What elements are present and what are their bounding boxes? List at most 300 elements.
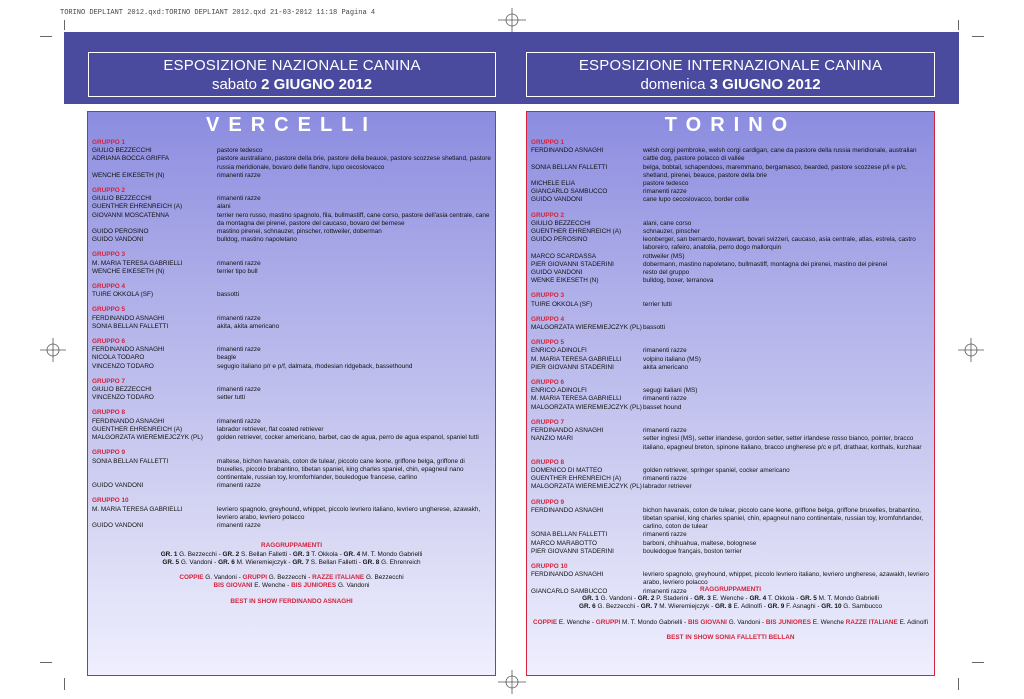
group-title: GRUPPO 9 [92, 449, 126, 457]
breed-list: levriero spagnolo, greyhound, whippet, piccolo levriero italiano, levriero ungherese, azawakh, levriero arabo, levriero polacco [643, 571, 929, 587]
judge-group [531, 139, 930, 205]
judge-row [92, 236, 491, 244]
breed-list: terrier nero russo, mastino spagnolo, fila, bullmastiff, cane corso, pastore dell'asia centrale, cane da montagna dei pirenei, pastore del caucaso, bovaro del bernese [217, 211, 490, 227]
breed-list: segugio italiano p/r e p/f, dalmata, rhodesian ridgeback, bassethound [217, 362, 413, 370]
group-code: GR. 4 [343, 550, 361, 558]
judge-name: WENCHE EIKESETH (N) [92, 171, 165, 179]
award-judge: G. Vandoni - [726, 618, 766, 626]
breed-list: alani [217, 203, 231, 211]
judge-name: SONIA BELLAN FALLETTI [92, 322, 169, 330]
judge-group [531, 459, 930, 492]
breed-list: labrador retriever [643, 483, 692, 491]
breed-list: pastore tedesco [217, 147, 263, 155]
judge-name: GUIDO VANDONI [92, 521, 144, 529]
group-code: GR. 7 [640, 603, 658, 611]
judge-row [531, 196, 930, 204]
judge-name: FERDINANDO ASNAGHI [531, 147, 604, 155]
group-judge: M. Wieremiejczyk - [657, 603, 716, 611]
crop-mark [64, 20, 65, 30]
city-title: VERCELLI [206, 114, 377, 136]
group-title: GRUPPO 8 [531, 458, 565, 466]
judge-name: GUIDO VANDONI [92, 236, 144, 244]
judge-row [531, 404, 930, 412]
judge-name: DOMENICO DI MATTEO [531, 466, 603, 474]
group-title: GRUPPO 4 [92, 283, 126, 291]
judge-row [531, 261, 930, 269]
judge-row [531, 387, 930, 395]
breed-list: golden retriever, springer spaniel, cocker americano [643, 466, 790, 474]
judge-name: ADRIANA BOCCA GRIFFA [92, 155, 170, 163]
judge-name: M. MARIA TERESA GABRIELLI [531, 395, 622, 403]
judges-list [527, 139, 934, 603]
judge-group [531, 419, 930, 452]
crop-mark [972, 662, 984, 663]
judge-name: MALGORZATA WIEREMIEJCZYK (PL) [531, 483, 642, 491]
header-title: ESPOSIZIONE INTERNAZIONALE CANINA [578, 57, 883, 74]
crop-mark [958, 678, 959, 690]
breed-list: maltese, bichon havanais, coton de tulear, piccolo cane leone, griffone belga, griffone di bruxelles, piccolo brabantino, tibetan spaniel, king charles spaniel, chin, epagneul nano continentale, russian toy, kromforhlander, bouledogue francese, carlino [217, 457, 465, 481]
city-title: TORINO [664, 114, 797, 136]
group-code: GR. 8 [362, 559, 380, 567]
group-judge: S. Bellan Falletti - [239, 550, 293, 558]
judge-row [92, 315, 491, 323]
judge-group [531, 339, 930, 372]
header-day: domenica [640, 76, 706, 93]
judge-name: PIER GIOVANNI STADERINI [531, 363, 614, 371]
judge-name: GIULIO BEZZECCHI [92, 147, 152, 155]
group-title: GRUPPO 3 [92, 251, 126, 259]
group-judge: M. T. Mondo Gabrielli [816, 594, 879, 602]
group-title: GRUPPO 10 [531, 562, 568, 570]
judge-row [531, 228, 930, 236]
group-title: GRUPPO 7 [531, 418, 565, 426]
judge-group [92, 306, 491, 331]
judge-row [531, 220, 930, 228]
judge-group [92, 378, 491, 403]
judge-row [92, 522, 491, 530]
judge-row [531, 301, 930, 309]
judge-row [92, 434, 491, 442]
judge-row [531, 540, 930, 548]
judge-name: ENRICO ADINOLFI [531, 347, 587, 355]
header-date: 2 GIUGNO 2012 [261, 76, 373, 93]
judge-name: VINCENZO TODARO [92, 394, 154, 402]
judge-name: M. MARIA TERESA GABRIELLI [92, 505, 183, 513]
judge-name: SONIA BELLAN FALLETTI [92, 457, 169, 465]
breed-list: rimanenti razze [217, 259, 261, 267]
award-name: BIS JUNIORES [291, 582, 337, 590]
group-judge: G. Bezzecchi - [177, 550, 223, 558]
judge-name: VINCENZO TODARO [92, 362, 154, 370]
judge-row [531, 364, 930, 372]
judge-row [92, 260, 491, 268]
judge-row [92, 291, 491, 299]
judge-group [531, 292, 930, 308]
crop-mark [40, 36, 52, 37]
judge-row [92, 346, 491, 354]
judge-name: ENRICO ADINOLFI [531, 387, 587, 395]
group-code: GR. 1 [582, 594, 599, 602]
judge-group [92, 187, 491, 244]
breed-list: rimanenti razze [643, 587, 687, 595]
judge-row [531, 483, 930, 491]
judge-row [531, 180, 930, 188]
breed-list: barboni, chihuahua, maltese, bolognese [643, 539, 757, 547]
breed-list: resto del gruppo [643, 269, 690, 277]
group-title: GRUPPO 7 [92, 377, 126, 385]
award-name: GRUPPI [595, 618, 621, 626]
judge-name: FERDINANDO ASNAGHI [531, 427, 604, 435]
best-in-show: BEST IN SHOW SONIA FALLETTI BELLAN [666, 634, 795, 642]
group-judge: M. Wieremiejczyk - [234, 559, 293, 567]
judge-name: SONIA BELLAN FALLETTI [531, 163, 608, 171]
panel-footer [527, 586, 934, 643]
judge-row [531, 435, 930, 451]
group-judge: F. Asnaghi - [784, 603, 822, 611]
judge-name: FERDINANDO ASNAGHI [92, 417, 165, 425]
coppie-line [527, 619, 934, 628]
judge-name: M. MARIA TERESA GABRIELLI [531, 355, 622, 363]
judge-row [92, 386, 491, 394]
raggruppamenti-title: RAGGRUPPAMENTI [700, 586, 761, 593]
header-date: 3 GIUGNO 2012 [709, 76, 821, 93]
judge-row [531, 548, 930, 556]
judge-row [92, 268, 491, 276]
group-code: GR. 8 [715, 603, 732, 611]
group-judge: G. Vandoni - [179, 559, 219, 567]
award-name: RAZZE ITALIANE [845, 618, 898, 626]
raggruppamenti-title: RAGGRUPPAMENTI [261, 542, 322, 549]
group-judge: M. T. Mondo Gabrielli [360, 550, 423, 558]
judge-row [531, 475, 930, 483]
award-name: RAZZE ITALIANE [312, 573, 365, 581]
judge-row [531, 427, 930, 435]
group-title: GRUPPO 5 [92, 306, 126, 314]
group-title: GRUPPO 4 [531, 315, 565, 323]
breed-list: setter inglesi (MS), setter irlandese, gordon setter, setter irlandese rosso bianco, pointer, bracco italiano, epagneul breton, spinone italiano, bracco ungherese p/c e p/f, drathaar, korthals, kurzhaar [643, 435, 922, 451]
judge-name: NICOLA TODARO [92, 354, 145, 362]
panel-torino [526, 111, 935, 676]
judge-group [92, 251, 491, 276]
award-judge: E. Wenche [811, 618, 846, 626]
breed-list: levriero spagnolo, greyhound, whippet, piccolo levriero italiano, levriero ungherese, azawakh, levriero arabo, levriero polacco [217, 505, 481, 521]
group-title: GRUPPO 1 [92, 139, 126, 146]
judge-name: GIULIO BEZZECCHI [92, 195, 152, 203]
group-code: GR. 6 [218, 559, 235, 567]
breed-list: rimanenti razze [217, 195, 261, 203]
breed-list: pastore tedesco [643, 180, 689, 188]
award-name: BIS GIOVANI [213, 582, 253, 590]
breed-list: golden retriever, cocker americano, barbet, cao de agua, perro de agua espanol, spaniel tutti [217, 434, 479, 442]
breed-list: rimanenti razze [217, 521, 261, 529]
group-code: GR. 2 [222, 550, 240, 558]
group-judge: G. Ehrenreich [379, 559, 421, 567]
breed-list: bichon havanais, coton de tulear, piccolo cane leone, griffone belga, griffone bruxelles, brabantino, tibetan spaniel, king charles spaniel, chin, epagneul nano continentale, russian toy, kromfohrlander, carlino, coton de tulear [643, 506, 924, 531]
group-code: GR. 4 [749, 594, 767, 602]
breed-list: dobermann, mastino napoletano, bullmastiff, montagna dei pirenei, mastino dei pirenei [643, 260, 888, 268]
judge-name: MARCO SCARDASSA [531, 252, 596, 260]
breed-list: rimanenti razze [217, 171, 261, 179]
judge-row [92, 147, 491, 155]
breed-list: welsh corgi pembroke, welsh corgi cardigan, cane da pastore della russia meridionale, australian cattle dog, pastore polacco di vallée [643, 147, 917, 163]
award-judge: G. Bezzecchi - [267, 573, 313, 581]
breed-list: bulldog, mastino napoletano [217, 236, 297, 244]
judge-name: GUENTHER EHRENREICH (A) [92, 425, 183, 433]
judge-name: GIOVANNI MOSCATENNA [92, 211, 170, 219]
breed-list: akita americano [643, 363, 689, 371]
breed-list: rimanenti razze [643, 188, 687, 196]
judge-name: M. MARIA TERESA GABRIELLI [92, 259, 183, 267]
judge-row [531, 395, 930, 403]
group-judge: G. Sambucco [841, 603, 883, 611]
judge-group [531, 212, 930, 286]
judge-row [531, 347, 930, 355]
judge-row [531, 507, 930, 532]
group-title: GRUPPO 2 [92, 187, 126, 195]
judge-row [92, 203, 491, 211]
judge-row [531, 324, 930, 332]
judge-name: FERDINANDO ASNAGHI [531, 506, 604, 514]
breed-list: schnauzer, pinscher [643, 228, 700, 236]
group-code: GR. 3 [694, 594, 711, 602]
crop-mark [40, 662, 52, 663]
award-name: COPPIE [532, 618, 558, 626]
group-judge: P. Staderini - [654, 594, 695, 602]
judge-row [92, 172, 491, 180]
group-judge: G. Bezzecchi - [595, 603, 641, 611]
judge-name: GUENTHER EHRENREICH (A) [531, 228, 622, 236]
crop-mark [972, 36, 984, 37]
panel-footer [88, 542, 495, 607]
breed-list: rimanenti razze [643, 427, 687, 435]
breed-list: rimanenti razze [217, 386, 261, 394]
judge-name: FERDINANDO ASNAGHI [92, 314, 165, 322]
group-title: GRUPPO 10 [92, 497, 129, 505]
judges-list [88, 139, 495, 537]
breed-list: alani, cane corso [643, 219, 692, 227]
award-name: BIS GIOVANI [687, 618, 727, 626]
breed-list: rimanenti razze [643, 395, 687, 403]
judge-name: GIANCARLO SAMBUCCO [531, 587, 608, 595]
breed-list: bassotti [643, 324, 666, 332]
judge-row [92, 155, 491, 171]
group-title: GRUPPO 9 [531, 498, 565, 506]
judge-name: GUIDO PEROSINO [531, 236, 588, 244]
group-code: GR. 10 [821, 603, 842, 611]
judge-row [531, 531, 930, 539]
judge-name: GIULIO BEZZECCHI [92, 386, 152, 394]
award-name: GRUPPI [242, 573, 267, 581]
header-box-right [526, 52, 935, 97]
group-title: GRUPPO 2 [531, 211, 565, 219]
judge-name: TUIRE OKKOLA (SF) [531, 300, 593, 308]
judge-name: GIULIO BEZZECCHI [531, 219, 591, 227]
judge-name: GUIDO VANDONI [531, 269, 583, 277]
judge-row [531, 253, 930, 261]
breed-list: terrier tipo bull [217, 267, 258, 275]
award-judge: G. Vandoni - [203, 573, 243, 581]
judge-group [531, 316, 930, 332]
group-title: GRUPPO 5 [531, 339, 565, 347]
header-title: ESPOSIZIONE NAZIONALE CANINA [163, 57, 421, 74]
best-in-show: BEST IN SHOW FERDINANDO ASNAGHI [230, 597, 353, 605]
award-name: BIS JUNIORES [765, 618, 812, 626]
group-title: GRUPPO 1 [531, 139, 565, 146]
judge-name: SONIA BELLAN FALLETTI [531, 531, 608, 539]
judge-name: TUIRE OKKOLA (SF) [92, 291, 154, 299]
judge-name: PIER GIOVANNI STADERINI [531, 260, 614, 268]
judge-row [92, 212, 491, 228]
judge-name: MALGORZATA WIEREMIEJCZYK (PL) [531, 403, 642, 411]
breed-list: rimanenti razze [217, 314, 261, 322]
breed-list: bouledogue français, boston terrier [643, 547, 742, 555]
judge-row [531, 188, 930, 196]
group-code: GR. 6 [578, 603, 596, 611]
judge-name: PIER GIOVANNI STADERINI [531, 547, 614, 555]
breed-list: rimanenti razze [643, 531, 687, 539]
judge-row [92, 482, 491, 490]
raggruppamenti-line [88, 551, 495, 560]
judge-group [531, 499, 930, 556]
judge-name: WENCHE EIKESETH (N) [92, 267, 165, 275]
breed-list: beagle [217, 354, 237, 362]
judge-name: GUIDO PEROSINO [92, 228, 149, 236]
award-judge: E. Adinolfi [897, 618, 928, 626]
group-title: GRUPPO 6 [531, 379, 565, 387]
judge-row [531, 467, 930, 475]
judge-name: MALGORZATA WIEREMIEJCZYK (PL) [531, 324, 642, 332]
group-code: GR. 7 [292, 559, 310, 567]
award-judge: G. Vandoni [336, 582, 370, 590]
judge-group [92, 449, 491, 490]
breed-list: rimanenti razze [217, 346, 261, 354]
breed-list: leonberger, san bernardo, hovawart, bovari svizzeri, caucaso, asia centrale, atlas, estrela, castro laboreiro, rafeiro, anatolia, perro dogo mallorquin [643, 236, 916, 252]
judge-row [531, 164, 930, 180]
judge-name: MARCO MARABOTTO [531, 539, 597, 547]
judge-group [531, 379, 930, 412]
judge-row [92, 418, 491, 426]
judge-name: MICHELE ELIA [531, 180, 576, 188]
judge-name: GUIDO VANDONI [92, 482, 144, 490]
judge-group [92, 139, 491, 180]
group-judge: G. Vandoni - [598, 594, 638, 602]
header-date-line [527, 75, 934, 95]
judge-row [531, 236, 930, 252]
award-judge: M. T. Mondo Gabrielli - [620, 618, 688, 626]
judge-name: WENKE EIKESETH (N) [531, 277, 599, 285]
header-date-line [89, 75, 495, 95]
judge-row [92, 228, 491, 236]
group-code: GR. 5 [800, 594, 817, 602]
coppie-line [88, 574, 495, 583]
breed-list: belga, bobtail, schapendoes, maremmano, bergamasco, bearded, pastore scozzese p/l e p/c, shetland, pirenei, beauce, pastore della brie [643, 163, 907, 179]
breed-list: bulldog, boxer, terranova [643, 277, 714, 285]
judge-row [92, 426, 491, 434]
group-judge: T. Okkola - [766, 594, 801, 602]
judge-row [92, 354, 491, 362]
judge-row [92, 195, 491, 203]
judge-row [531, 147, 930, 163]
coppie-line [88, 582, 495, 591]
group-code: GR. 9 [767, 603, 785, 611]
registration-mark-bottom [498, 670, 526, 694]
judge-name: FERDINANDO ASNAGHI [92, 346, 165, 354]
breed-list: terrier tutti [643, 300, 672, 308]
award-judge: E. Wenche - [557, 618, 596, 626]
registration-mark-top [498, 8, 526, 32]
group-judge: S. Bellan Falletti - [309, 559, 363, 567]
award-judge: E. Wenche - [252, 582, 292, 590]
judge-group [92, 283, 491, 299]
header-box-left [88, 52, 496, 97]
judge-name: GIANCARLO SAMBUCCO [531, 188, 608, 196]
group-code: GR. 3 [292, 550, 310, 558]
judge-row [92, 363, 491, 371]
header-day: sabato [211, 76, 257, 93]
group-title: GRUPPO 8 [92, 409, 126, 417]
breed-list: basset hound [643, 403, 682, 411]
raggruppamenti-line [527, 603, 934, 612]
header-band [64, 32, 959, 104]
crop-mark [64, 678, 65, 690]
breed-list: mastino pirenei, schnauzer, pinscher, rottweiler, doberman [217, 228, 382, 236]
group-judge: E. Adinolfi - [731, 603, 768, 611]
breed-list: rimanenti razze [643, 475, 687, 483]
breed-list: segugi italiani (MS) [643, 387, 698, 395]
group-judge: T. Okkola - [309, 550, 344, 558]
judge-group [92, 338, 491, 371]
award-name: COPPIE [179, 573, 204, 581]
judge-row [531, 269, 930, 277]
judge-name: GUENTHER EHRENREICH (A) [92, 203, 183, 211]
judge-name: GUIDO VANDONI [531, 196, 583, 204]
registration-mark-right [958, 338, 984, 362]
group-code: GR. 2 [637, 594, 655, 602]
judge-name: FERDINANDO ASNAGHI [531, 571, 604, 579]
breed-list: setter tutti [217, 394, 246, 402]
breed-list: rimanenti razze [643, 347, 687, 355]
breed-list: akita, akita americano [217, 322, 280, 330]
judge-row [92, 394, 491, 402]
crop-mark [958, 20, 959, 30]
breed-list: rottweiler (MS) [643, 252, 685, 260]
group-judge: E. Wenche - [710, 594, 750, 602]
registration-mark-left [40, 338, 66, 362]
breed-list: rimanenti razze [217, 417, 261, 425]
judge-name: GUENTHER EHRENREICH (A) [531, 475, 622, 483]
breed-list: bassotti [217, 291, 240, 299]
group-title: GRUPPO 6 [92, 338, 126, 346]
breed-list: cane lupo cecoslovacco, border collie [643, 196, 750, 204]
group-title: GRUPPO 3 [531, 292, 565, 300]
group-code: GR. 5 [162, 559, 180, 567]
judge-name: NANZIO MARI [531, 435, 573, 443]
award-judge: G. Bezzecchi [364, 573, 404, 581]
raggruppamenti-line [88, 559, 495, 568]
judge-group [92, 409, 491, 442]
breed-list: volpino italiano (MS) [643, 355, 701, 363]
breed-list: rimanenti razze [217, 482, 261, 490]
panel-vercelli [87, 111, 496, 676]
judge-row [92, 458, 491, 483]
judge-row [92, 323, 491, 331]
breed-list: labrador retriever, flat coated retriever [217, 425, 324, 433]
judge-row [92, 506, 491, 522]
raggruppamenti-line [527, 595, 934, 604]
judge-group [92, 497, 491, 530]
judge-row [531, 356, 930, 364]
breed-list: pastore australiano, pastore della brie, pastore della beauce, pastore scozzese shetland, pastore russia meridionale, bovaro delle fiandre, lupo cecoslovacco [217, 155, 491, 171]
